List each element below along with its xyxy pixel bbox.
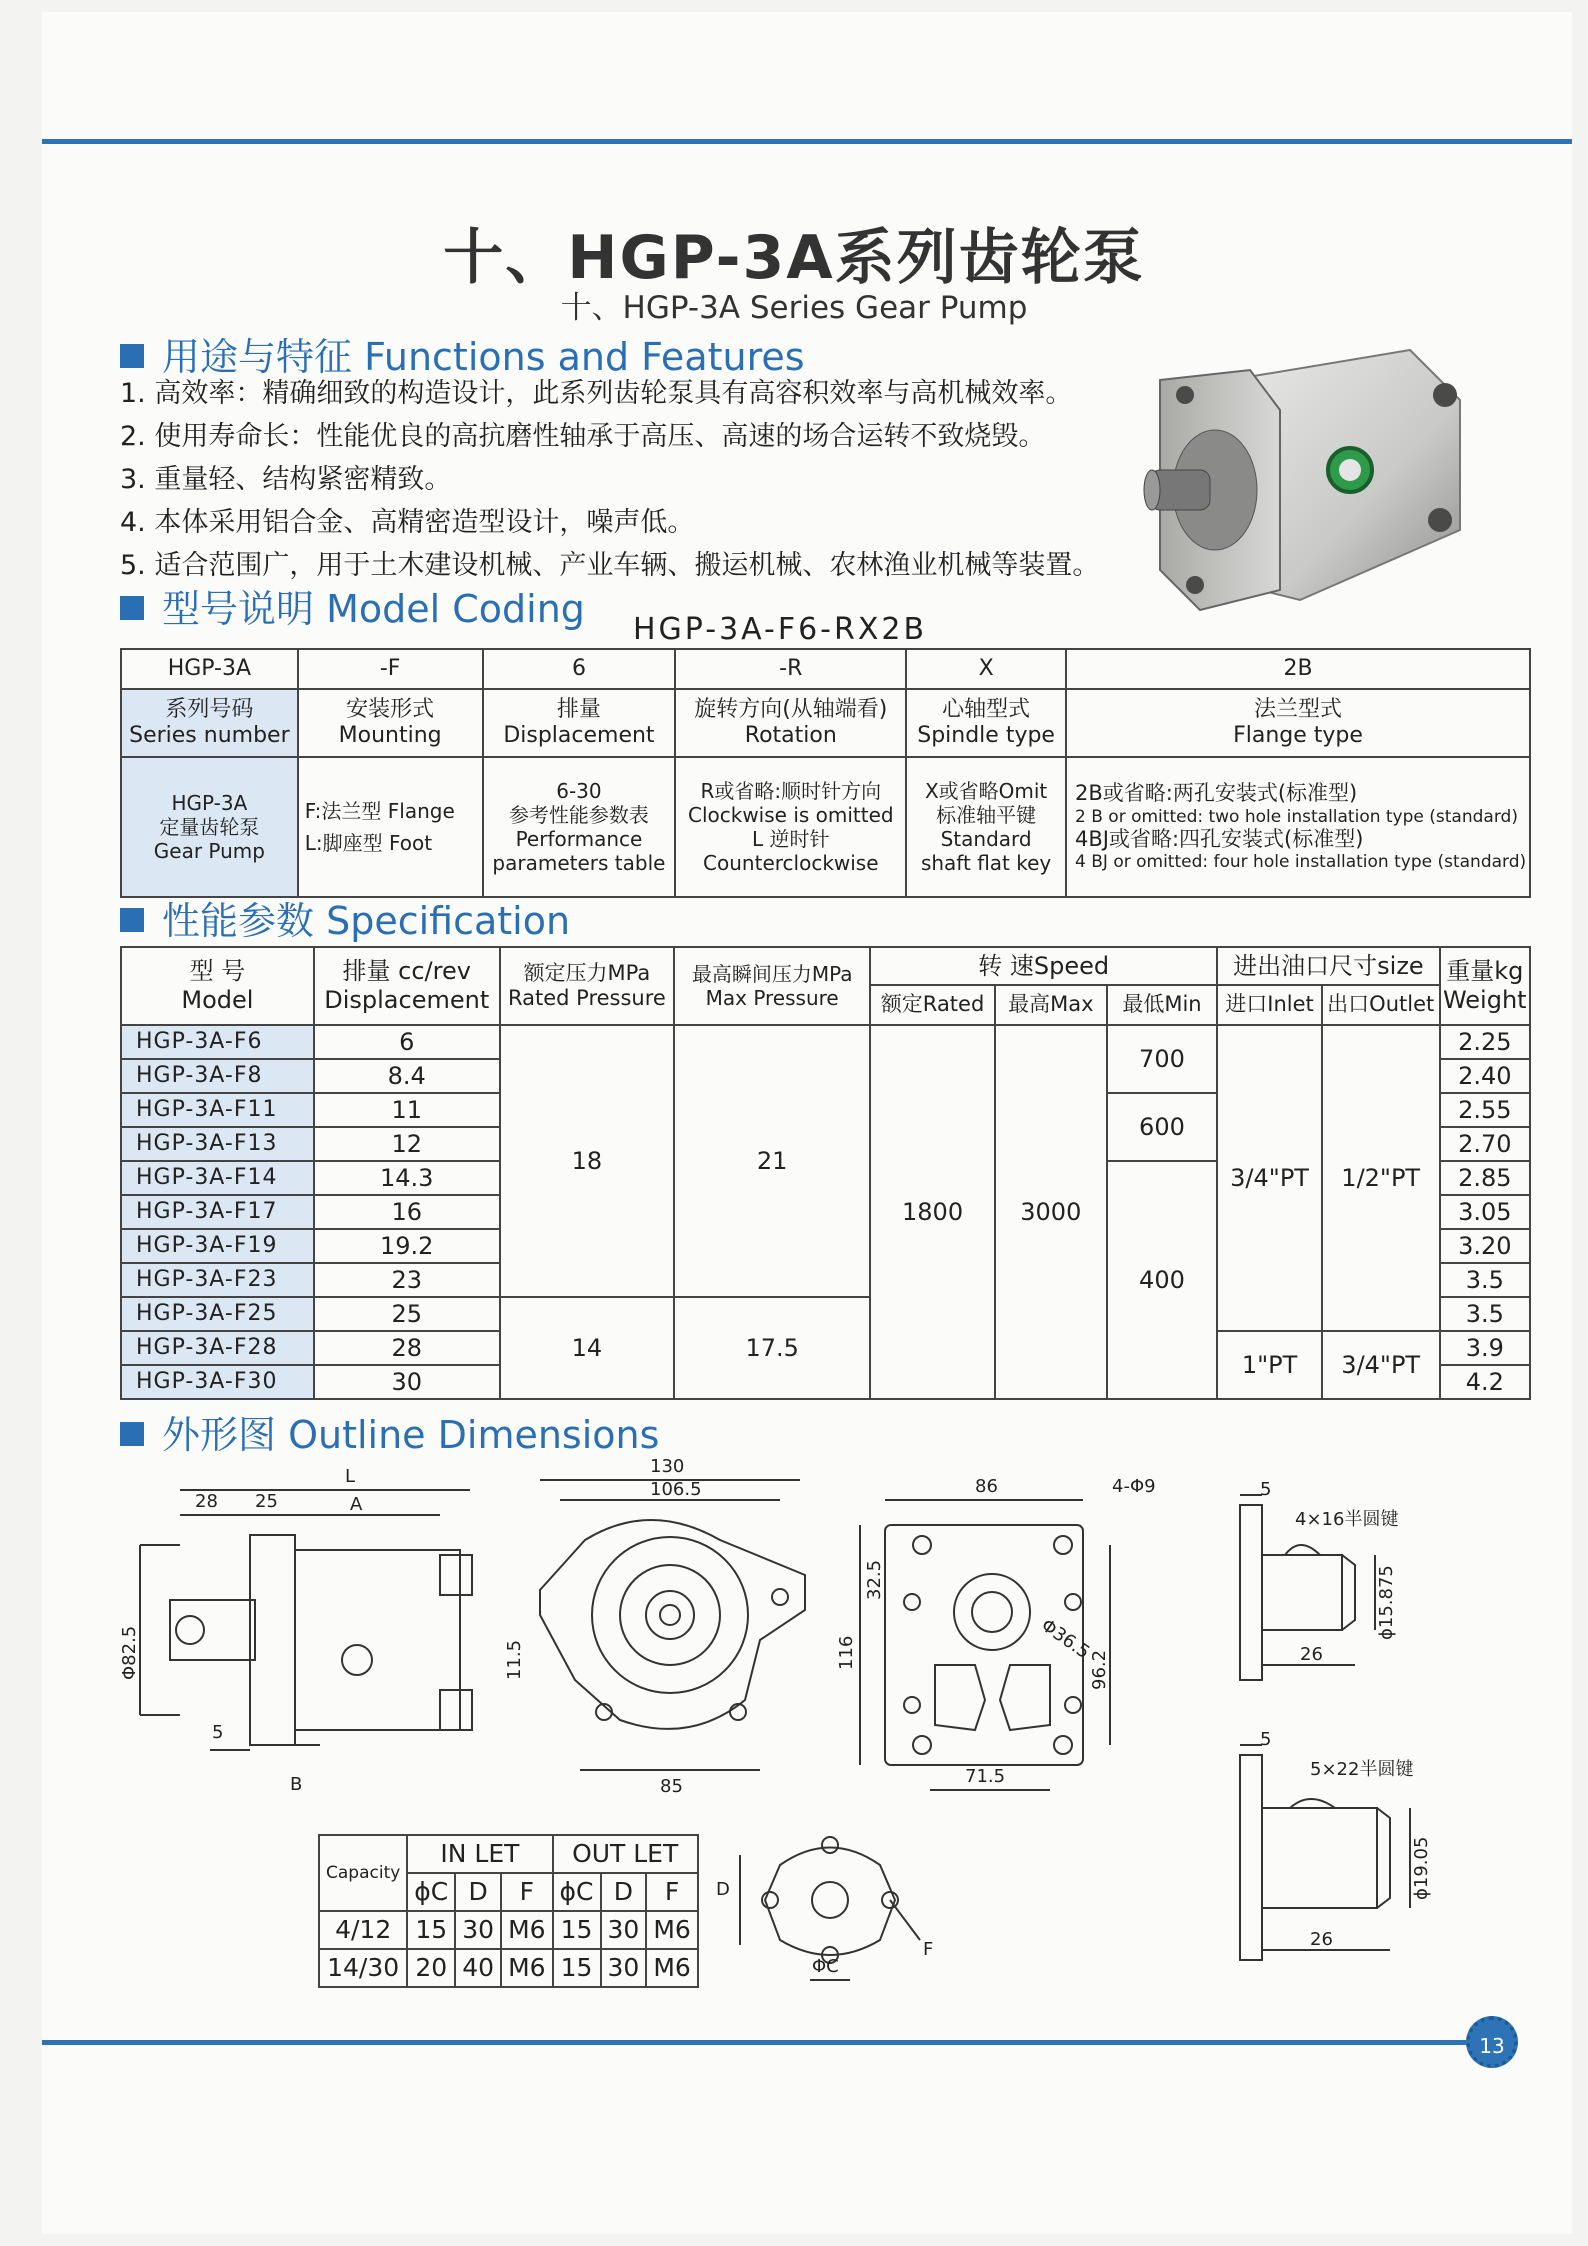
value-cell: M6 [501, 1911, 552, 1949]
model-cell: HGP-3A-F25 [121, 1297, 314, 1331]
spec-header-speed-min: 最低Min [1107, 985, 1218, 1025]
dim-label: ΦC [812, 1956, 839, 1977]
feature-item: 1. 高效率：精确细致的构造设计，此系列齿轮泵具有高容积效率与高机械效率。 [120, 378, 1073, 409]
feature-item: 4. 本体采用铝合金、高精密造型设计，噪声低。 [120, 507, 695, 538]
spec-header-size: 进出油口尺寸size [1217, 947, 1439, 985]
code-cell: 2B [1066, 649, 1530, 689]
dim-label: 96.2 [1089, 1649, 1110, 1690]
displacement-cell: 6 [314, 1025, 500, 1059]
model-cell: HGP-3A-F30 [121, 1365, 314, 1399]
value-cell: 30 [601, 1949, 647, 1987]
coding-header-displacement: 排量 Displacement [483, 689, 676, 757]
speed-rated-cell: 1800 [870, 1025, 995, 1399]
col-header: ϕC [407, 1873, 455, 1911]
weight-cell: 3.05 [1440, 1195, 1530, 1229]
spec-header-max-pressure: 最高瞬间压力MPa Max Pressure [674, 947, 870, 1025]
code-cell: -F [298, 649, 483, 689]
dim-label: B [290, 1774, 303, 1795]
coding-header-flange: 法兰型式 Flange type [1066, 689, 1530, 757]
code-cell: HGP-3A [121, 649, 298, 689]
value-cell: 15 [553, 1949, 601, 1987]
coding-header-mounting: 安装形式 Mounting [298, 689, 483, 757]
weight-cell: 2.55 [1440, 1093, 1530, 1127]
outlet-cell: 1/2"PT [1322, 1025, 1440, 1331]
inlet-header: IN LET [407, 1835, 552, 1873]
spec-header-rated-pressure: 额定压力MPa Rated Pressure [500, 947, 675, 1025]
capacity-header-row [319, 1835, 698, 1873]
displacement-cell: 14.3 [314, 1161, 500, 1195]
displacement-cell: 16 [314, 1195, 500, 1229]
coding-header-rotation: 旋转方向(从轴端看) Rotation [675, 689, 906, 757]
code-cell: -R [675, 649, 906, 689]
model-cell: HGP-3A-F6 [121, 1025, 314, 1059]
model-cell: HGP-3A-F11 [121, 1093, 314, 1127]
dim-label: 5 [1260, 1479, 1272, 1500]
col-header: F [501, 1873, 552, 1911]
max-pressure-cell: 21 [674, 1025, 870, 1297]
dim-label: 71.5 [965, 1766, 1006, 1787]
rated-pressure-cell: 18 [500, 1025, 675, 1297]
page-subtitle: 十、HGP-3A Series Gear Pump [560, 290, 1028, 326]
model-cell: HGP-3A-F19 [121, 1229, 314, 1263]
displacement-cell: 11 [314, 1093, 500, 1127]
outlet-header: OUT LET [553, 1835, 698, 1873]
capacity-table [318, 1834, 699, 1988]
dim-label: 85 [660, 1776, 683, 1797]
col-header: D [455, 1873, 501, 1911]
speed-min-cell: 400 [1107, 1161, 1218, 1399]
weight-cell: 3.5 [1440, 1297, 1530, 1331]
spec-header-model: 型 号 Model [121, 947, 314, 1025]
weight-cell: 2.25 [1440, 1025, 1530, 1059]
spec-header-speed-max: 最高Max [995, 985, 1107, 1025]
speed-min-cell: 700 [1107, 1025, 1218, 1093]
bottom-rule [42, 2040, 1472, 2045]
weight-cell: 3.20 [1440, 1229, 1530, 1263]
weight-cell: 2.85 [1440, 1161, 1530, 1195]
dim-label: Φ36.5 [1037, 1614, 1094, 1664]
rated-pressure-cell: 14 [500, 1297, 675, 1399]
speed-max-cell: 3000 [995, 1025, 1107, 1399]
weight-cell: 3.9 [1440, 1331, 1530, 1365]
code-cell: X [906, 649, 1066, 689]
dim-label: L [345, 1466, 356, 1487]
dim-label: A [350, 1494, 363, 1515]
table-row [319, 1949, 698, 1987]
dim-label: 116 [836, 1635, 857, 1670]
model-cell: HGP-3A-F23 [121, 1263, 314, 1297]
capacity-cell: 4/12 [319, 1911, 407, 1949]
value-cell: 30 [601, 1911, 647, 1949]
capacity-cell: 14/30 [319, 1949, 407, 1987]
outlet-cell: 3/4"PT [1322, 1331, 1440, 1399]
value-cell: 40 [455, 1949, 501, 1987]
coding-desc-rotation: R或省略:顺时针方向 Clockwise is omitted L 逆时针 Counterclockwise [675, 757, 906, 897]
capacity-label: Capacity [319, 1835, 407, 1911]
model-code-example: HGP-3A-F6-RX2B [633, 612, 928, 647]
value-cell: M6 [646, 1911, 697, 1949]
dim-label: ϕ19.05 [1411, 1836, 1432, 1900]
dim-label: 5 [1260, 1729, 1272, 1750]
coding-header-spindle: 心轴型式 Spindle type [906, 689, 1066, 757]
model-cell: HGP-3A-F28 [121, 1331, 314, 1365]
spec-header-speed-rated: 额定Rated [870, 985, 995, 1025]
displacement-cell: 8.4 [314, 1059, 500, 1093]
weight-cell: 2.70 [1440, 1127, 1530, 1161]
dim-label: 32.5 [864, 1559, 885, 1600]
spec-header-weight: 重量kg Weight [1440, 947, 1530, 1025]
coding-desc-series: HGP-3A 定量齿轮泵 Gear Pump [121, 757, 298, 897]
feature-item: 2. 使用寿命长：性能优良的高抗磨性轴承于高压、高速的场合运转不致烧毁。 [120, 421, 1046, 452]
coding-desc-mounting: F:法兰型 Flange L:脚座型 Foot [298, 757, 483, 897]
dim-label: ϕ15.875 [1376, 1565, 1397, 1640]
coding-desc-flange: 2B或省略:两孔安装式(标准型) 2 B or omitted: two hole installation type (standard) 4BJ或省略:四孔安装式(标准型) 4 BJ or omitted: four hole installation type (standard) [1066, 757, 1530, 897]
dim-label: 4-Φ9 [1112, 1476, 1156, 1497]
dim-label: F [923, 1939, 934, 1960]
inlet-cell: 3/4"PT [1217, 1025, 1322, 1331]
spec-header-displacement: 排量 cc/rev Displacement [314, 947, 500, 1025]
weight-cell: 3.5 [1440, 1263, 1530, 1297]
displacement-cell: 23 [314, 1263, 500, 1297]
displacement-cell: 25 [314, 1297, 500, 1331]
inlet-cell: 1"PT [1217, 1331, 1322, 1399]
dim-label: 5 [212, 1722, 224, 1743]
spec-header-outlet: 出口Outlet [1322, 985, 1440, 1025]
coding-desc-displacement: 6-30 参考性能参数表 Performance parameters table [483, 757, 676, 897]
dim-label: 28 [195, 1491, 218, 1512]
model-cell: HGP-3A-F8 [121, 1059, 314, 1093]
section-spec-heading: 性能参数 Specification [120, 890, 570, 945]
coding-desc-spindle: X或省略Omit 标准轴平键 Standard shaft flat key [906, 757, 1066, 897]
dim-label: 4×16半圆键 [1295, 1509, 1399, 1530]
section-coding-heading: 型号说明 Model Coding [120, 578, 585, 633]
col-header: ϕC [553, 1873, 601, 1911]
dim-label: 26 [1300, 1644, 1323, 1665]
col-header: D [601, 1873, 647, 1911]
displacement-cell: 30 [314, 1365, 500, 1399]
table-row [319, 1911, 698, 1949]
feature-item: 5. 适合范围广，用于土木建设机械、产业车辆、搬运机械、农林渔业机械等装置。 [120, 550, 1100, 581]
spec-header-speed: 转 速Speed [870, 947, 1217, 985]
weight-cell: 2.40 [1440, 1059, 1530, 1093]
max-pressure-cell: 17.5 [674, 1297, 870, 1399]
value-cell: M6 [501, 1949, 552, 1987]
value-cell: 15 [407, 1911, 455, 1949]
dim-label: 5×22半圆键 [1310, 1759, 1414, 1780]
model-cell: HGP-3A-F17 [121, 1195, 314, 1229]
spec-header-inlet: 进口Inlet [1217, 985, 1322, 1025]
dim-label: 86 [975, 1476, 998, 1497]
dim-label: 25 [255, 1491, 278, 1512]
dim-label: Φ82.5 [119, 1625, 140, 1680]
value-cell: M6 [646, 1949, 697, 1987]
dim-label: D [716, 1879, 730, 1900]
dim-label: 106.5 [650, 1479, 702, 1500]
displacement-cell: 28 [314, 1331, 500, 1365]
value-cell: 30 [455, 1911, 501, 1949]
dim-label: 26 [1310, 1929, 1333, 1950]
weight-cell: 4.2 [1440, 1365, 1530, 1399]
side-view-drawing [140, 1490, 472, 1750]
coding-header-series: 系列号码 Series number [121, 689, 298, 757]
value-cell: 20 [407, 1949, 455, 1987]
dim-label: 130 [650, 1456, 685, 1477]
displacement-cell: 19.2 [314, 1229, 500, 1263]
section-features-heading: 用途与特征 Functions and Features [120, 326, 805, 381]
value-cell: 15 [553, 1911, 601, 1949]
page-number: 13 [1466, 2016, 1518, 2068]
col-header: F [646, 1873, 697, 1911]
model-cell: HGP-3A-F13 [121, 1127, 314, 1161]
speed-min-cell: 600 [1107, 1093, 1218, 1161]
model-cell: HGP-3A-F14 [121, 1161, 314, 1195]
feature-item: 3. 重量轻、结构紧密精致。 [120, 464, 452, 495]
page-title: 十、HGP-3A系列齿轮泵 [443, 223, 1145, 293]
displacement-cell: 12 [314, 1127, 500, 1161]
section-outline-heading: 外形图 Outline Dimensions [120, 1404, 659, 1459]
dim-label: 11.5 [504, 1639, 525, 1680]
front-view-drawing [540, 1480, 805, 1770]
code-cell: 6 [483, 649, 676, 689]
